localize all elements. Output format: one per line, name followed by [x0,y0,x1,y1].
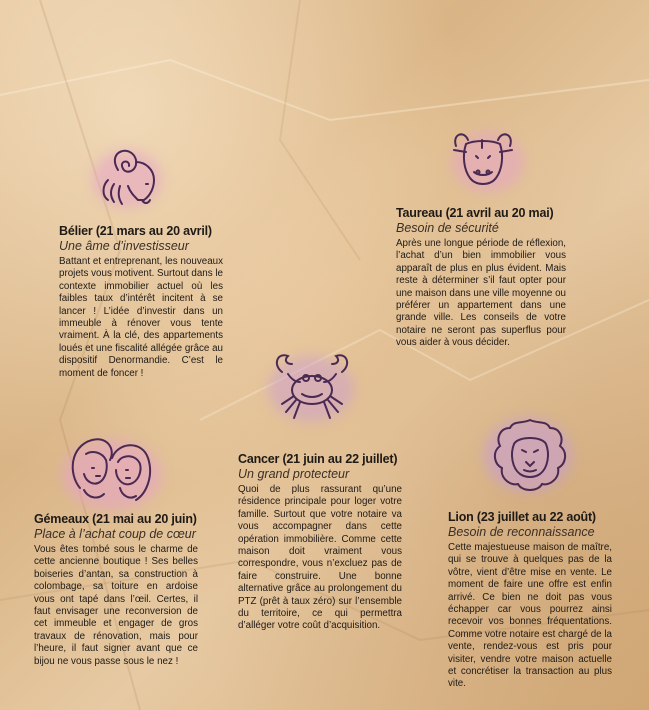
sign-subtitle: Un grand protecteur [238,467,350,481]
sign-body: Battant et entreprenant, les nouveaux projets vous motivent. Surtout dans le contexte immobilier actuel où les faibles taux d’intérêt incitent à se lancer ! L’idée d’investir dans un immeuble à rénover vous tente vraiment. À la clé, des appartements loués et une fiscalité allégée grâce au dispositif Denormandie. C’est le moment de foncer ! [59,256,223,379]
lion-icon [488,414,572,496]
sign-gemeaux [34,512,198,668]
sign-body: Vous êtes tombé sous le charme de cette ancienne boutique ! Ses belles boiseries d’antan, sa construction à colombage, sa toiture en ardoise vous ont tapé dans l’œil. Certes, il faut envisager une reconversion de cet immeuble et engager de gros travaux de rénovation, mais pour l’heure, il faut signer avant que ce bijou ne vous passe sous le nez ! [34,544,198,667]
sign-title: Lion (23 juillet au 22 août) [448,510,596,524]
twins-icon [62,428,158,512]
sign-body: Quoi de plus rassurant qu’une résidence principale pour loger votre famille. Surtout que votre notaire va vous accompagner dans cette opération immobilière. Comme cette maison doit vraiment vous correspondre, vous n’excluez pas de faire construire. Une bonne alternative grâce au prolongement du PTZ (prêt à taux zéro) sur l’ensemble du territoire, ce qui permettra d’alléger votre coût d’acquisition. [238,484,402,632]
sign-lion [448,510,612,691]
sign-subtitle: Besoin de reconnaissance [448,525,595,539]
sign-title: Cancer (21 juin au 22 juillet) [238,452,398,466]
sign-belier [59,224,223,380]
sign-subtitle: Une âme d’investisseur [59,239,189,253]
crab-icon [268,350,356,424]
sign-title: Bélier (21 mars au 20 avril) [59,224,212,238]
sign-subtitle: Besoin de sécurité [396,221,499,235]
sign-subtitle: Place à l’achat coup de cœur [34,527,196,541]
sign-body: Cette majestueuse maison de maître, qui se trouve à quelques pas de la vôtre, vient d’être mise en vente. Le moment de faire une offre est enfin arrivé. Ce bien ne doit pas vous échapper car vous pourrez ainsi recevoir vos bonnes fréquentations. Comme votre notaire est chargé de la vente, rendez-vous est pris pour visiter, vendre votre maison actuelle et concrétiser la transaction au plus vite. [448,542,612,690]
sign-title: Gémeaux (21 mai au 20 juin) [34,512,197,526]
sign-title: Taureau (21 avril au 20 mai) [396,206,554,220]
bull-icon [446,126,520,192]
ram-icon [88,140,166,212]
sign-body: Après une longue période de réflexion, l’achat d’un bien immobilier vous apparaît de plus en plus évident. Mais reste à déterminer s’il faut opter pour une maison dans une ville moyenne ou préférer un appartement dans une grande ville. Les conseils de votre notaire ne seront pas superflus pour vous aider à vous décider. [396,238,566,349]
sign-cancer [238,452,402,633]
sign-taureau [396,206,566,350]
